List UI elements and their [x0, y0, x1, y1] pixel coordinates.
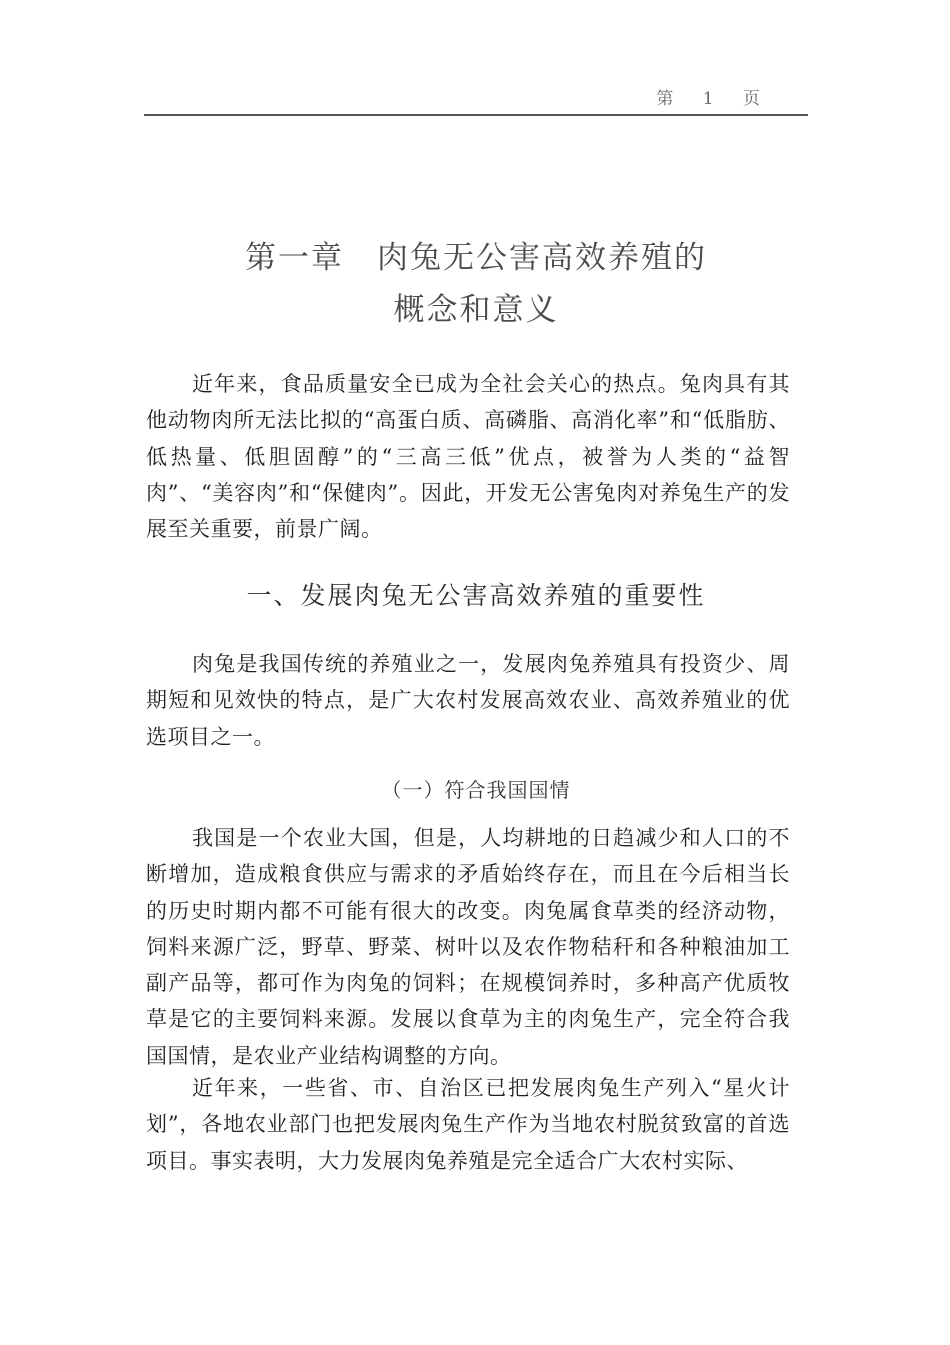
subsection-paragraph-1: 我国是一个农业大国，但是，人均耕地的日趋减少和人口的不断增加，造成粮食供应与需求的矛盾始终存在，而且在今后相当长的历史时期内都不可能有很大的改变。肉兔属食草类的经济动物，饲料来源广泛，野草、野菜、树叶以及农作物秸秆和各种粮油加工副产品等，都可作为肉兔的饲料；在规模饲养时，多种高产优质牧草是它的主要饲料来源。发展以食草为主的肉兔生产，完全符合我国国情，是农业产业结构调整的方向。: [146, 826, 790, 1068]
subsection-heading: （一）符合我国国情: [381, 778, 571, 802]
page-header: [144, 84, 808, 116]
chapter-title: [144, 232, 808, 336]
chapter-title-line-2: 概念和意义: [393, 292, 559, 328]
section-paragraph: 肉兔是我国传统的养殖业之一，发展肉兔养殖具有投资少、周期短和见效快的特点，是广大农村发展高效农业、高效养殖业的优选项目之一。: [146, 652, 790, 749]
intro-paragraph: 近年来，食品质量安全已成为全社会关心的热点。兔肉具有其他动物肉所无法比拟的“高蛋白质、高磷脂、高消化率”和“低脂肪、低热量、低胆固醇”的“三高三低”优点，被誉为人类的“益智肉”、“美容肉”和“保健肉”。因此，开发无公害兔肉对养兔生产的发展至关重要，前景广阔。: [146, 372, 790, 542]
chapter-title-line-1: 第一章 肉兔无公害高效养殖的: [245, 240, 707, 276]
subsection-paragraph-2: 近年来，一些省、市、自治区已把发展肉兔生产列入“星火计划”，各地农业部门也把发展肉兔生产作为当地农村脱贫致富的首选项目。事实表明，大力发展肉兔养殖是完全适合广大农村实际、: [146, 1076, 790, 1173]
section-heading: 一、发展肉兔无公害高效养殖的重要性: [246, 581, 706, 610]
page-number: 第 1 页: [656, 89, 772, 109]
